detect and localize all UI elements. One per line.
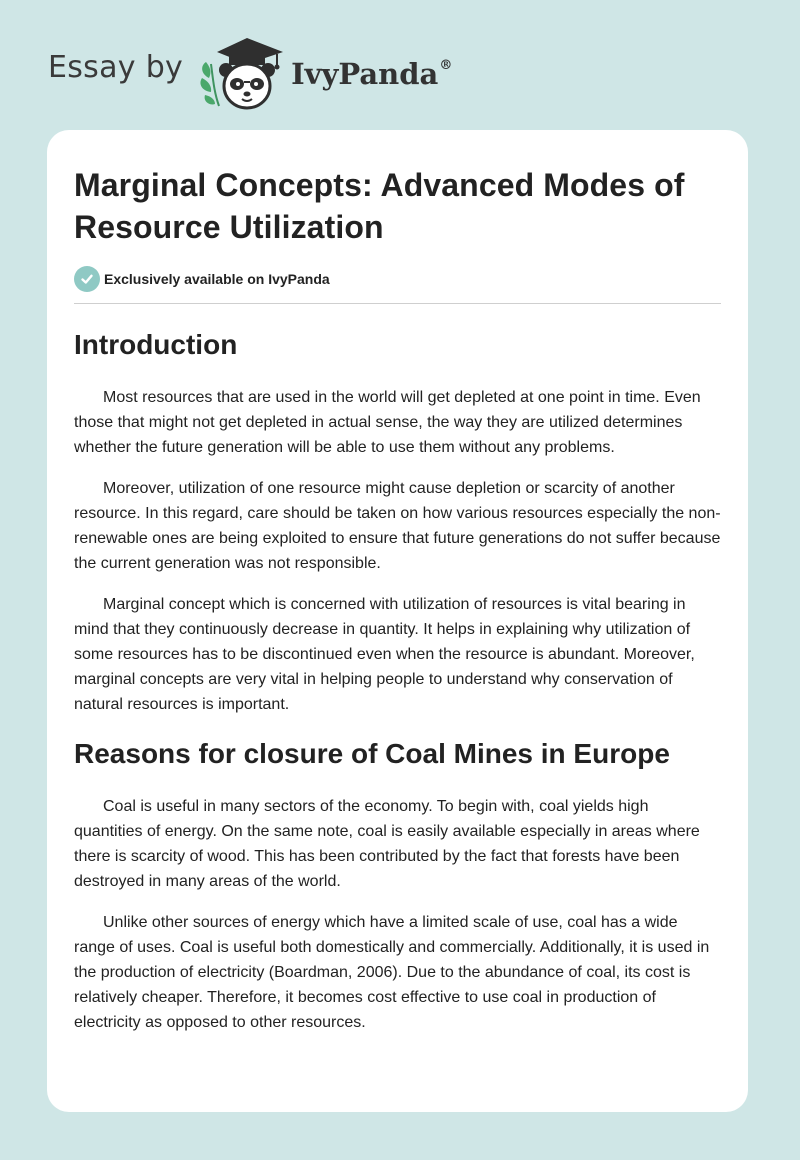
page-title: Marginal Concepts: Advanced Modes of Resource Utilization [74, 167, 685, 245]
check-icon [74, 266, 100, 292]
panda-logo-icon[interactable] [197, 34, 289, 114]
paragraph: Moreover, utilization of one resource might cause depletion or scarcity of another resource. In this regard, care should be taken on how various resources especially the non-renewable ones are being exploited to ensure that future generations do not suffer because the current generation was not responsible. [74, 480, 721, 572]
brand-name[interactable]: IvyPanda® [291, 56, 453, 91]
section-heading-introduction: Introduction [74, 329, 238, 360]
paragraph: Marginal concept which is concerned with utilization of resources is vital bearing in mind that they continuously decrease in quantity. It helps in explaining why utilization of some resources has to be discontinued even when the resource is abundant. Moreover, marginal concepts are very vital in helping people to understand why conservation of natural resources is important. [74, 596, 695, 713]
divider [74, 303, 721, 304]
essay-card [47, 130, 748, 1112]
exclusive-label: Exclusively available on IvyPanda [104, 271, 330, 287]
brand-prefix: Essay by [48, 50, 184, 85]
section-heading-coal-mines: Reasons for closure of Coal Mines in Europe [74, 738, 670, 769]
paragraph: Most resources that are used in the world will get depleted at one point in time. Even those that might not get depleted in actual sense, the way they are utilized determines whether the future generation will be able to use them without any problems. [74, 389, 701, 456]
paragraph: Unlike other sources of energy which have a limited scale of use, coal has a wide range of uses. Coal is useful both domestically and commercially. Additionally, it is used in the production of electricity (Boardman, 2006). Due to the abundance of coal, its cost is relatively cheaper. Therefore, it becomes cost effective to use coal in production of electricity as opposed to other resources. [74, 914, 710, 1031]
brand-header [48, 34, 452, 114]
exclusive-note [74, 265, 721, 293]
paragraph: Coal is useful in many sectors of the economy. To begin with, coal yields high quantities of energy. On the same note, coal is easily available especially in areas where there is scarcity of wood. This has been contributed by the fact that forests have been destroyed in many areas of the world. [74, 798, 700, 890]
